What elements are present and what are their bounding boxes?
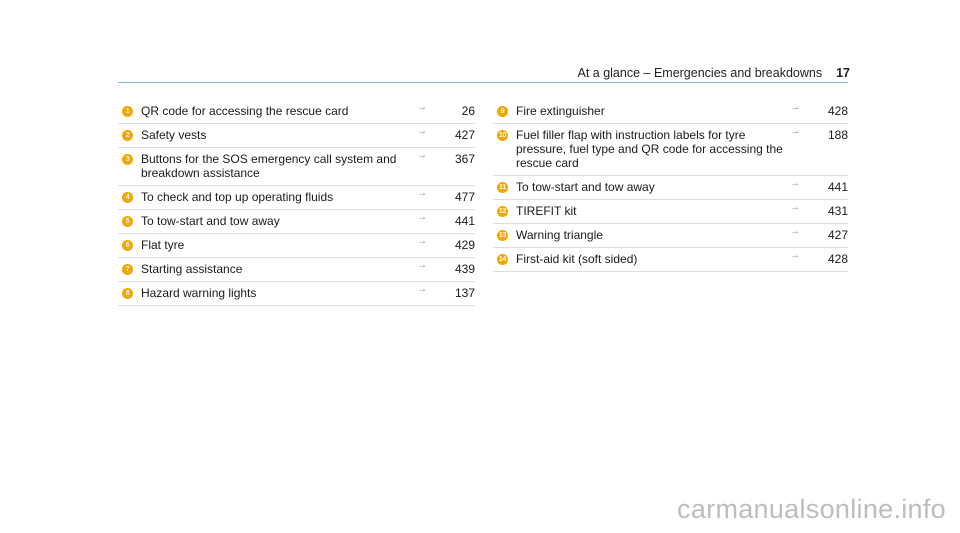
arrow-icon: → — [417, 188, 427, 199]
list-item[interactable] — [118, 234, 475, 258]
item-page-link[interactable]: 439 — [454, 262, 475, 276]
arrow-icon: → — [790, 102, 800, 113]
item-label: Fuel filler flap with instruction labels for tyre pressure, fuel type and QR code for accessing the rescue card — [516, 128, 783, 170]
arrow-icon: → — [790, 226, 800, 237]
item-label: Buttons for the SOS emergency call system and breakdown assistance — [141, 152, 397, 180]
item-page-link[interactable]: 188 — [827, 128, 848, 142]
item-page-link[interactable]: 26 — [461, 104, 475, 118]
item-label: Hazard warning lights — [141, 286, 257, 300]
item-number-badge: 4 — [122, 192, 133, 203]
item-page-link[interactable]: 441 — [827, 180, 848, 194]
item-number-badge: 7 — [122, 264, 133, 275]
list-item[interactable] — [118, 124, 475, 148]
item-number-badge: 6 — [122, 240, 133, 251]
item-label: Flat tyre — [141, 238, 185, 252]
list-item[interactable] — [118, 148, 475, 186]
item-number-badge: 1 — [122, 106, 133, 117]
item-label: TIREFIT kit — [516, 204, 577, 218]
arrow-icon: → — [417, 150, 427, 161]
list-item[interactable] — [118, 186, 475, 210]
left-column — [118, 100, 475, 306]
item-page-link[interactable]: 137 — [454, 286, 475, 300]
list-item[interactable] — [493, 200, 848, 224]
item-number-badge: 11 — [497, 182, 508, 193]
item-label: Fire extinguisher — [516, 104, 605, 118]
item-label: QR code for accessing the rescue card — [141, 104, 349, 118]
section-title: At a glance – Emergencies and breakdowns — [577, 66, 823, 80]
list-item[interactable] — [118, 258, 475, 282]
item-label: To check and top up operating fluids — [141, 190, 334, 204]
arrow-icon: → — [417, 284, 427, 295]
list-item[interactable] — [493, 100, 848, 124]
arrow-icon: → — [417, 102, 427, 113]
page-number: 17 — [836, 66, 850, 80]
item-page-link[interactable]: 428 — [827, 104, 848, 118]
item-page-link[interactable]: 427 — [454, 128, 475, 142]
list-item[interactable] — [493, 248, 848, 272]
arrow-icon: → — [417, 212, 427, 223]
item-page-link[interactable]: 477 — [454, 190, 475, 204]
item-page-link[interactable]: 367 — [454, 152, 475, 166]
item-number-badge: 2 — [122, 130, 133, 141]
arrow-icon: → — [790, 202, 800, 213]
arrow-icon: → — [790, 178, 800, 189]
item-number-badge: 13 — [497, 230, 508, 241]
item-number-badge: 8 — [122, 288, 133, 299]
arrow-icon: → — [417, 126, 427, 137]
item-label: To tow-start and tow away — [141, 214, 280, 228]
list-item[interactable] — [493, 124, 848, 176]
item-number-badge: 3 — [122, 154, 133, 165]
list-item[interactable] — [493, 176, 848, 200]
item-page-link[interactable]: 429 — [454, 238, 475, 252]
item-number-badge: 5 — [122, 216, 133, 227]
watermark: carmanualsonline.info — [677, 494, 946, 524]
arrow-icon: → — [417, 260, 427, 271]
arrow-icon: → — [790, 250, 800, 261]
item-number-badge: 10 — [497, 130, 508, 141]
page-header — [578, 66, 851, 80]
item-number-badge: 14 — [497, 254, 508, 265]
item-number-badge: 9 — [497, 106, 508, 117]
item-label: To tow-start and tow away — [516, 180, 655, 194]
list-item[interactable] — [118, 210, 475, 234]
item-page-link[interactable]: 441 — [454, 214, 475, 228]
item-page-link[interactable]: 428 — [827, 252, 848, 266]
item-label: Warning triangle — [516, 228, 603, 242]
list-item[interactable] — [118, 100, 475, 124]
header-rule — [118, 82, 848, 83]
item-page-link[interactable]: 431 — [827, 204, 848, 218]
list-item[interactable] — [493, 224, 848, 248]
item-label: First-aid kit (soft sided) — [516, 252, 638, 266]
arrow-icon: → — [417, 236, 427, 247]
item-label: Safety vests — [141, 128, 207, 142]
item-label: Starting assistance — [141, 262, 243, 276]
list-item[interactable] — [118, 282, 475, 306]
item-page-link[interactable]: 427 — [827, 228, 848, 242]
arrow-icon: → — [790, 126, 800, 137]
item-number-badge: 12 — [497, 206, 508, 217]
right-column — [493, 100, 848, 272]
